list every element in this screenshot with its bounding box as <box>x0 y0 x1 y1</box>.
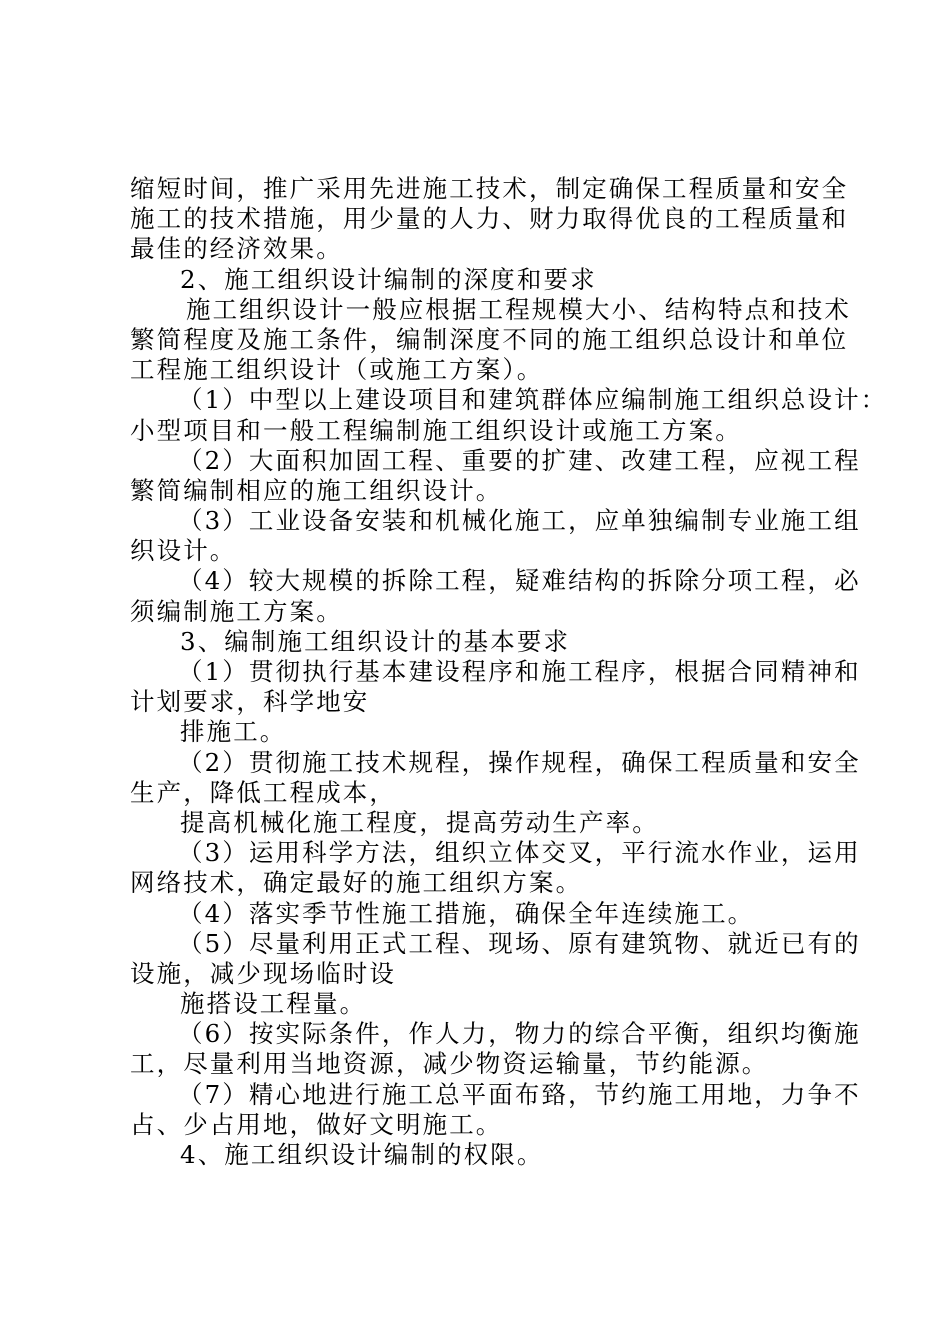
list-item: （2）贯彻施工技术规程，操作规程，确保工程质量和安全 <box>178 747 861 777</box>
list-item: （6）按实际条件，作人力，物力的综合平衡，组织均衡施 <box>178 1019 861 1049</box>
list-item: （4）较大规模的拆除工程，疑难结构的拆除分项工程，必 <box>178 566 861 596</box>
document-body <box>130 174 888 1170</box>
text-line: 计划要求，科学地安 <box>130 687 370 717</box>
text-line: 提高机械化施工程度，提高劳动生产率。 <box>180 807 659 837</box>
section-heading: 3、编制施工组织设计的基本要求 <box>180 626 571 656</box>
section-heading: 2、施工组织设计编制的深度和要求 <box>180 264 597 294</box>
text-line: 繁简程度及施工条件，编制深度不同的施工组织总设计和单位 <box>130 324 849 354</box>
text-line: 施搭设工程量。 <box>180 989 367 1019</box>
text-line: 网络技术，确定最好的施工组织方案。 <box>130 868 583 898</box>
section-heading: 4、施工组织设计编制的权限。 <box>180 1140 544 1169</box>
text-line: 施工组织设计一般应根据工程规模大小、结构特点和技术 <box>186 294 851 324</box>
text-line: 施工的技术措施，用少量的人力、财力取得优良的工程质量和 <box>130 204 849 234</box>
list-item: （3）运用科学方法，组织立体交叉，平行流水作业，运用 <box>178 838 861 868</box>
text-line: 生产，降低工程成本， <box>130 777 396 807</box>
text-line: 工，尽量利用当地资源，减少物资运输量，节约能源。 <box>130 1049 769 1079</box>
text-line: 织设计。 <box>130 536 237 566</box>
list-item: （1）贯彻执行基本建设程序和施工程序，根据合同精神和 <box>178 657 861 686</box>
text-line: 小型项目和一般工程编制施工组织设计或施工方案。 <box>130 415 742 445</box>
text-line: 占、少占用地，做好文明施工。 <box>130 1109 503 1139</box>
text-line: 缩短时间，推广采用先进施工技术，制定确保工程质量和安全 <box>130 174 849 203</box>
text-line: 须编制施工方案。 <box>130 596 343 626</box>
list-item: （1）中型以上建设项目和建筑群体应编制施工组织总设计： <box>178 385 888 415</box>
list-item: （7）精心地进行施工总平面布臵，节约施工用地，力争不 <box>178 1079 861 1109</box>
list-item: （3）工业设备安装和机械化施工，应单独编制专业施工组 <box>178 506 861 536</box>
text-line: 最佳的经济效果。 <box>130 234 343 264</box>
list-item: （2）大面积加固工程、重要的扩建、改建工程，应视工程 <box>178 445 861 475</box>
text-line: 工程施工组织设计（或施工方案）。 <box>130 355 544 385</box>
text-line: 排施工。 <box>180 717 287 747</box>
text-line: 繁简编制相应的施工组织设计。 <box>130 475 503 505</box>
list-item: （4）落实季节性施工措施，确保全年连续施工。 <box>178 898 755 928</box>
text-line: 设施，减少现场临时设 <box>130 958 396 988</box>
list-item: （5）尽量利用正式工程、现场、原有建筑物、就近已有的 <box>178 928 861 958</box>
